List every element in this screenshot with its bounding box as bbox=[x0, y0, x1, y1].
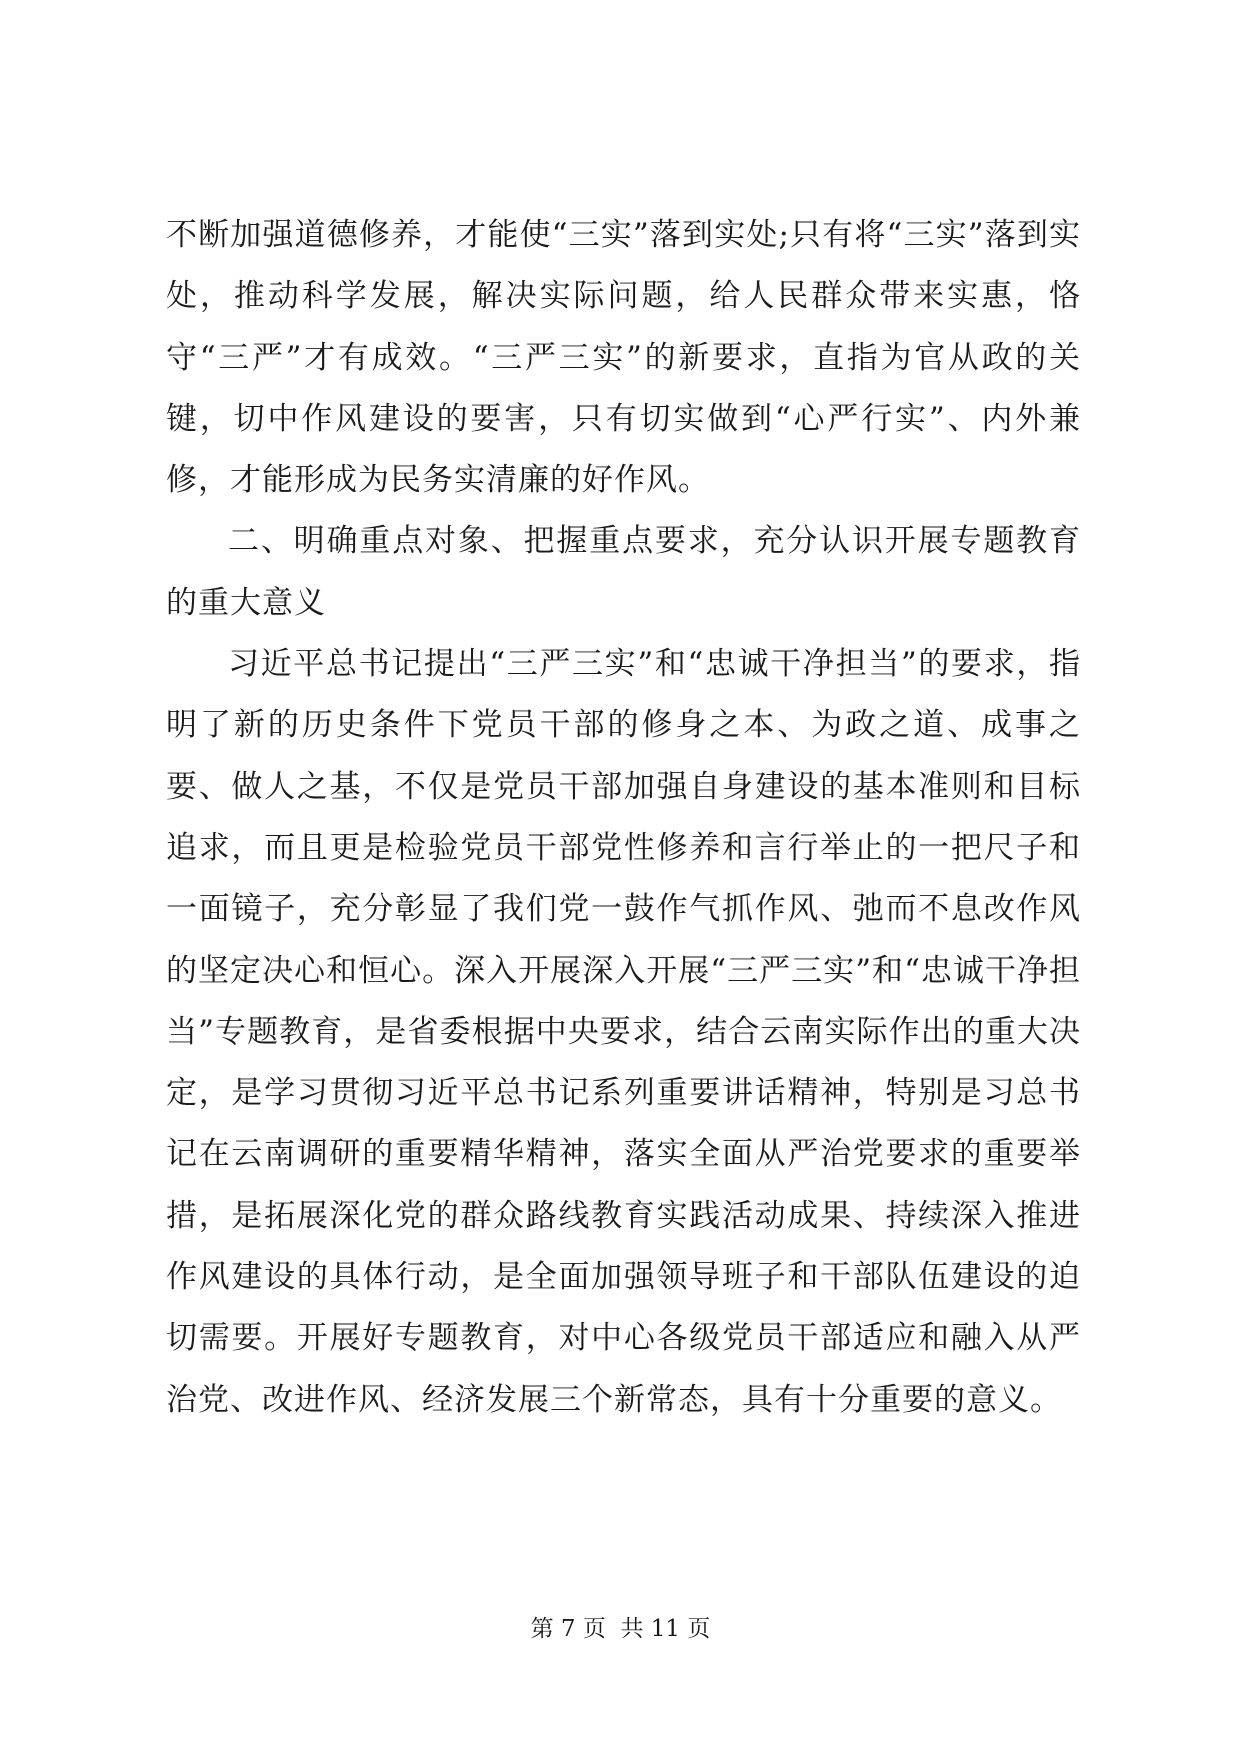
document-body bbox=[166, 205, 1081, 1431]
section-heading: 二、明确重点对象、把握重点要求，充分认识开展专题教育的重大意义 bbox=[166, 523, 1081, 621]
paragraph-continuation: 不断加强道德修养，才能使“三实”落到实处;只有将“三实”落到实处，推动科学发展，解决实际问题，给人民群众带来实惠，恪守“三严”才有成效。“三严三实”的新要求，直指为官从政的关键，切中作风建设的要害，只有切实做到“心严行实”、内外兼修，才能形成为民务实清廉的好作风。 bbox=[166, 217, 1081, 499]
paragraph-body: 习近平总书记提出“三严三实”和“忠诚干净担当”的要求，指明了新的历史条件下党员干部的修身之本、为政之道、成事之要、做人之基，不仅是党员干部加强自身建设的基本准则和目标追求，而且更是检验党员干部党性修养和言行举止的一把尺子和一面镜子，充分彰显了我们党一鼓作气抓作风、弛而不息改作风的坚定决心和恒心。深入开展深入开展“三严三实”和“忠诚干净担当”专题教育，是省委根据中央要求，结合云南实际作出的重大决定，是学习贯彻习近平总书记系列重要讲话精神，特别是习总书记在云南调研的重要精华精神，落实全面从严治党要求的重要举措，是拓展深化党的群众路线教育实践活动成果、持续深入推进作风建设的具体行动，是全面加强领导班子和干部队伍建设的迫切需要。开展好专题教育，对中心各级党员干部适应和融入从严治党、改进作风、经济发展三个新常态，具有十分重要的意义。 bbox=[166, 646, 1081, 1418]
page-footer: 第 7 页 共 11 页 bbox=[530, 1616, 711, 1642]
